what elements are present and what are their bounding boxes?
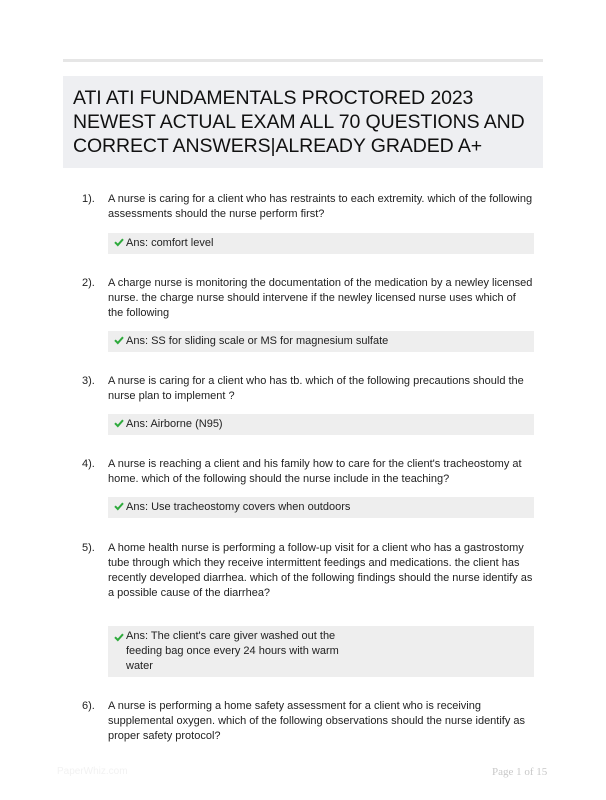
- answer-box: [108, 414, 534, 435]
- question-text: A nurse is caring for a client who has restraints to each extremity. which of the following assessments should the nurse perform first?: [108, 193, 533, 220]
- check-icon: [114, 501, 124, 511]
- page-indicator: Page 1 of 15: [492, 766, 548, 778]
- answer-box: [108, 626, 534, 677]
- footer-watermark: PaperWhiz.com: [57, 766, 128, 777]
- question-number: 4).: [82, 458, 95, 470]
- check-icon: [114, 418, 124, 428]
- question-number: 2).: [82, 277, 95, 289]
- question-text: A charge nurse is monitoring the documentation of the medication by a newley licensed nurse. the charge nurse should intervene if the newley licensed nurse uses which of the following: [108, 277, 533, 319]
- check-icon: [114, 237, 124, 247]
- top-divider: [63, 59, 543, 62]
- check-icon: [114, 632, 124, 642]
- answer-text: Ans: comfort level: [126, 237, 214, 249]
- answer-text: Ans: The client's care giver washed out the feeding bag once every 24 hours with warm water: [126, 630, 339, 672]
- question-number: 1).: [82, 193, 95, 205]
- answer-text: Ans: SS for sliding scale or MS for magnesium sulfate: [126, 335, 389, 347]
- question-text: A nurse is performing a home safety assessment for a client who is receiving supplemental oxygen. which of the following observations should the nurse identify as proper safety protocol?: [108, 700, 526, 742]
- question-text: A nurse is reaching a client and his family how to care for the client's tracheostomy at home. which of the following should the nurse include in the teaching?: [108, 458, 522, 485]
- answer-box: [108, 497, 534, 518]
- document-title: ATI ATI FUNDAMENTALS PROCTORED 2023 NEWEST ACTUAL EXAM ALL 70 QUESTIONS AND CORRECT ANSWERS|ALREADY GRADED A+: [73, 87, 525, 157]
- question-number: 6).: [82, 700, 95, 712]
- check-icon: [114, 335, 124, 345]
- title-banner: [63, 76, 543, 168]
- question-text: A nurse is caring for a client who has tb. which of the following precautions should the nurse plan to implement ?: [108, 375, 524, 402]
- question-number: 5).: [82, 542, 95, 554]
- answer-box: [108, 331, 534, 352]
- answer-text: Ans: Airborne (N95): [126, 418, 223, 430]
- question-text: A home health nurse is performing a follow-up visit for a client who has a gastrostomy tube through which they receive intermittent feedings and medications. the client has recently developed diarrhea. which of the following findings should the nurse identify as a possible cause of the diarrhea?: [108, 542, 533, 599]
- question-number: 3).: [82, 375, 95, 387]
- answer-text: Ans: Use tracheostomy covers when outdoors: [126, 501, 351, 513]
- answer-box: [108, 233, 534, 254]
